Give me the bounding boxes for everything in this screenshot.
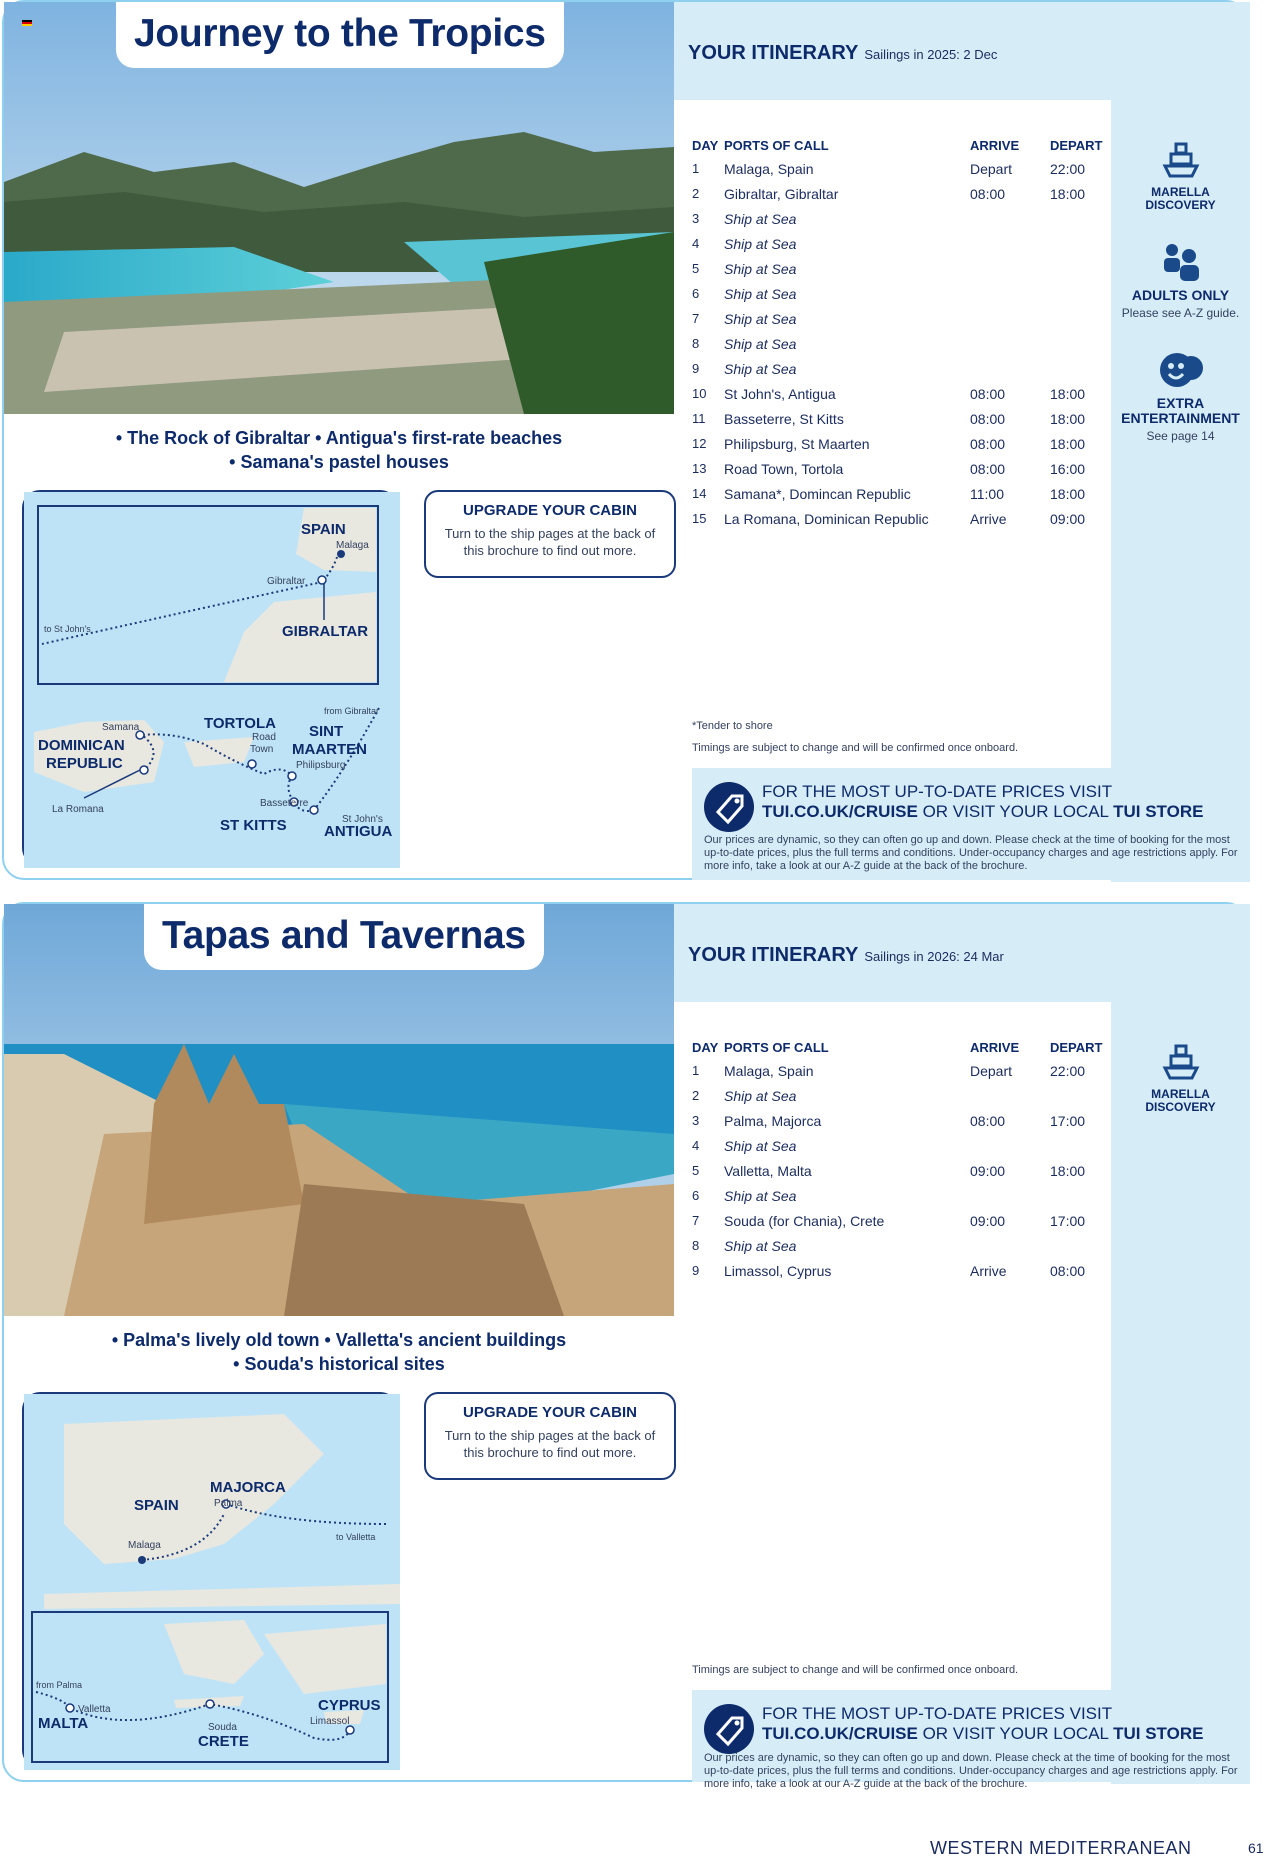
itinerary-row: [692, 206, 1120, 231]
depart-cell: 22:00: [1050, 1062, 1086, 1079]
depart-cell: [1050, 256, 1120, 281]
price-tag-icon: [704, 1704, 754, 1754]
port-cell: Palma, Majorca: [724, 1112, 822, 1129]
port-cell: Ship at Sea: [724, 310, 797, 327]
map-label-maarten: MAARTEN: [292, 741, 367, 758]
highlights-line-2: • Samana's pastel houses: [229, 452, 449, 472]
prices-small-print: Our prices are dynamic, so they can often go up and down. Please check at the time of booking for the most up-to-date prices, plus the full terms and conditions. Under-occupancy charges and age restrictions apply. For more info, take a look at our A-Z guide at the back of the brochure.: [704, 834, 1238, 872]
badge-name: MARELLA DISCOVERY: [1145, 1087, 1216, 1114]
map-label-spain: SPAIN: [301, 521, 346, 538]
port-cell: Ship at Sea: [724, 1237, 797, 1254]
day-cell: 9: [692, 1263, 700, 1278]
itinerary-row: [692, 381, 1120, 406]
port-cell: St John's, Antigua: [724, 385, 836, 402]
map-label-crete: CRETE: [198, 1733, 249, 1750]
highlights-line-2: • Souda's historical sites: [233, 1354, 445, 1374]
map-label-from-palma: from Palma: [36, 1680, 83, 1690]
prices-url[interactable]: TUI.CO.UK/CRUISE: [762, 802, 918, 821]
map-label-to-valletta: to Valletta: [336, 1532, 376, 1542]
prices-store: TUI STORE: [1113, 802, 1204, 821]
prices-box: [692, 768, 1250, 880]
port-cell: Philipsburg, St Maarten: [724, 435, 870, 452]
itinerary-row: [692, 1233, 1120, 1258]
prices-box: [692, 1690, 1250, 1790]
day-cell: 3: [692, 211, 700, 226]
depart-cell: [1050, 306, 1120, 331]
sailings-text: Sailings in 2025: 2 Dec: [864, 47, 998, 62]
map-label-dominican: DOMINICAN: [38, 737, 125, 754]
depart-cell: 18:00: [1050, 410, 1086, 427]
prices-line-2: [762, 802, 1203, 822]
port-cell: Ship at Sea: [724, 210, 797, 227]
badge-name: ADULTS ONLY: [1131, 287, 1230, 303]
map-label-malaga: Malaga: [336, 540, 369, 551]
arrive-cell: [970, 1183, 1050, 1208]
cruise-title-box: [144, 904, 544, 970]
arrive-cell: [970, 256, 1050, 281]
itinerary-row: [692, 1183, 1120, 1208]
map-label-spain: SPAIN: [134, 1497, 179, 1514]
timings-note: Timings are subject to change and will be confirmed once onboard.: [692, 1664, 1019, 1676]
itinerary-rows: [692, 156, 1120, 531]
prices-store: TUI STORE: [1113, 1724, 1204, 1743]
badge-adults-only: [1111, 240, 1250, 320]
itinerary-row: [692, 306, 1120, 331]
arrive-cell: Depart: [970, 160, 1013, 177]
depart-cell: 18:00: [1050, 185, 1086, 202]
port-cell: Ship at Sea: [724, 235, 797, 252]
day-cell: 2: [692, 186, 700, 201]
depart-cell: [1050, 331, 1120, 356]
highlights-line-1: • Palma's lively old town • Valletta's ancient buildings: [111, 1330, 567, 1350]
itinerary-row: [692, 156, 1120, 181]
day-cell: 4: [692, 1138, 700, 1153]
arrive-cell: [970, 356, 1050, 381]
map-label-la-romana: La Romana: [52, 804, 104, 815]
adults-icon: [1159, 240, 1203, 284]
map-label-sint: SINT: [309, 723, 344, 740]
col-depart: DEPART: [1050, 1039, 1103, 1055]
arrive-cell: [970, 306, 1050, 331]
depart-cell: [1050, 1133, 1120, 1158]
day-cell: 8: [692, 336, 700, 351]
itinerary-row: [692, 456, 1120, 481]
itinerary-title: YOUR ITINERARY: [688, 944, 859, 966]
map-label-valletta: Valletta: [78, 1704, 111, 1715]
day-cell: 7: [692, 1213, 700, 1228]
col-day: DAY: [692, 137, 719, 153]
prices-or-visit: OR VISIT YOUR LOCAL: [917, 802, 1114, 821]
port-cell: Samana*, Domincan Republic: [724, 485, 911, 502]
arrive-cell: [970, 281, 1050, 306]
prices-small-print: Our prices are dynamic, so they can often go up and down. Please check at the time of booking for the most up-to-date prices, plus the full terms and conditions. Under-occupancy charges and age restrictions apply. For more info, take a look at our A-Z guide at the back of the brochure.: [704, 1752, 1238, 1790]
timings-note: Timings are subject to change and will be confirmed once onboard.: [692, 742, 1019, 754]
route-map-caribbean: [22, 490, 398, 866]
itinerary-row: [692, 1083, 1120, 1108]
itinerary-row: [692, 1158, 1120, 1183]
cruise-card-tapas: [2, 902, 1248, 1790]
route-map-mediterranean: [22, 1392, 398, 1768]
day-cell: 6: [692, 286, 700, 301]
depart-cell: [1050, 356, 1120, 381]
arrive-cell: 08:00: [970, 385, 1006, 402]
port-cell: Valletta, Malta: [724, 1162, 812, 1179]
depart-cell: [1050, 1183, 1120, 1208]
map-label-st-kitts: ST KITTS: [220, 817, 287, 834]
day-cell: 13: [692, 461, 707, 476]
arrive-cell: Depart: [970, 1062, 1013, 1079]
port-cell: Ship at Sea: [724, 335, 797, 352]
day-cell: 8: [692, 1238, 700, 1253]
arrive-cell: 09:00: [970, 1212, 1006, 1229]
upgrade-title: UPGRADE YOUR CABIN: [463, 502, 637, 519]
map-label-majorca: MAJORCA: [210, 1479, 286, 1496]
itinerary-header: [674, 2, 1250, 100]
page-number: 61: [1248, 1840, 1264, 1856]
map-label-road: Road: [252, 732, 276, 743]
arrive-cell: [970, 331, 1050, 356]
depart-cell: [1050, 1083, 1120, 1108]
map-label-st-johns: St John's: [342, 814, 383, 825]
col-depart: DEPART: [1050, 137, 1103, 153]
map-label-basseterre: Basseterre: [260, 798, 309, 809]
itinerary-row: [692, 356, 1120, 381]
ship-info-sidebar: [1111, 100, 1250, 882]
day-cell: 10: [692, 386, 707, 401]
arrive-cell: [970, 1133, 1050, 1158]
badge-marella-discovery: [1111, 1040, 1250, 1114]
depart-cell: 17:00: [1050, 1212, 1086, 1229]
prices-line-1: FOR THE MOST UP-TO-DATE PRICES VISIT: [762, 1704, 1113, 1723]
arrive-cell: 08:00: [970, 185, 1006, 202]
upgrade-cabin-box: [424, 490, 676, 578]
itinerary-row: [692, 281, 1120, 306]
upgrade-text: Turn to the ship pages at the back of this brochure to find out more.: [444, 1428, 656, 1460]
day-cell: 1: [692, 161, 700, 176]
map-label-souda: Souda: [208, 1722, 237, 1733]
itinerary-header-row: [692, 134, 1120, 156]
itinerary-header: [674, 904, 1250, 1002]
tender-note: *Tender to shore: [692, 720, 773, 732]
day-cell: 7: [692, 311, 700, 326]
day-cell: 1: [692, 1063, 700, 1078]
badge-marella-discovery: [1111, 138, 1250, 212]
port-cell: Souda (for Chania), Crete: [724, 1212, 885, 1229]
price-tag-icon: [704, 782, 754, 832]
upgrade-text: Turn to the ship pages at the back of this brochure to find out more.: [444, 526, 656, 558]
col-day: DAY: [692, 1039, 719, 1055]
badge-name: MARELLA DISCOVERY: [1145, 185, 1216, 212]
day-cell: 2: [692, 1088, 700, 1103]
port-cell: Basseterre, St Kitts: [724, 410, 844, 427]
section-footer: WESTERN MEDITERRANEAN: [930, 1838, 1192, 1858]
depart-cell: 16:00: [1050, 460, 1086, 477]
port-cell: Malaga, Spain: [724, 1062, 814, 1079]
itinerary-row: [692, 181, 1120, 206]
depart-cell: 09:00: [1050, 510, 1086, 527]
port-cell: Ship at Sea: [724, 260, 797, 277]
sailings-text: Sailings in 2026: 24 Mar: [864, 949, 1004, 964]
ship-icon: [1159, 1040, 1203, 1084]
day-cell: 3: [692, 1113, 700, 1128]
arrive-cell: Arrive: [970, 510, 1007, 527]
prices-url[interactable]: TUI.CO.UK/CRUISE: [762, 1724, 918, 1743]
day-cell: 5: [692, 1163, 700, 1178]
port-cell: Ship at Sea: [724, 1087, 797, 1104]
itinerary-row: [692, 1058, 1120, 1083]
map-label-gibraltar-town: Gibraltar: [267, 576, 306, 587]
map-label-philipsburg: Philipsburg: [296, 760, 346, 771]
entertainment-icon: [1157, 348, 1205, 392]
map-label-malta: MALTA: [38, 1715, 89, 1732]
day-cell: 12: [692, 436, 707, 451]
day-cell: 4: [692, 236, 700, 251]
map-label-malaga: Malaga: [128, 1540, 161, 1551]
prices-or-visit: OR VISIT YOUR LOCAL: [917, 1724, 1114, 1743]
highlights-line-1: • The Rock of Gibraltar • Antigua's first-rate beaches: [115, 428, 563, 448]
day-cell: 15: [692, 511, 707, 526]
itinerary-row: [692, 431, 1120, 456]
badge-sub: See page 14: [1146, 429, 1215, 443]
map-label-from-gibraltar: from Gibraltar: [324, 706, 380, 716]
port-cell: Ship at Sea: [724, 1187, 797, 1204]
arrive-cell: [970, 1233, 1050, 1258]
map-label-gibraltar: GIBRALTAR: [282, 623, 369, 640]
arrive-cell: [970, 231, 1050, 256]
map-label-limassol: Limassol: [310, 1716, 350, 1727]
itinerary-row: [692, 231, 1120, 256]
col-port: PORTS OF CALL: [724, 137, 829, 153]
itinerary-table: [692, 134, 1120, 531]
cruise-title: Tapas and Tavernas: [162, 914, 526, 957]
cruise-highlights: [4, 1328, 674, 1376]
itinerary-rows: [692, 1058, 1120, 1283]
upgrade-cabin-box: [424, 1392, 676, 1480]
arrive-cell: 08:00: [970, 410, 1006, 427]
itinerary-row: [692, 481, 1120, 506]
day-cell: 9: [692, 361, 700, 376]
arrive-cell: 11:00: [970, 485, 1004, 502]
itinerary-row: [692, 406, 1120, 431]
depart-cell: [1050, 1233, 1120, 1258]
map-label-antigua: ANTIGUA: [324, 823, 393, 840]
col-arrive: ARRIVE: [970, 1039, 1020, 1055]
depart-cell: 17:00: [1050, 1112, 1086, 1129]
port-cell: Ship at Sea: [724, 360, 797, 377]
badge-extra-entertainment: [1111, 348, 1250, 443]
map-label-town: Town: [250, 744, 274, 755]
col-port: PORTS OF CALL: [724, 1039, 829, 1055]
map-label-cyprus: CYPRUS: [318, 1697, 381, 1714]
map-label-samana: Samana: [102, 722, 140, 733]
itinerary-row: [692, 506, 1120, 531]
col-arrive: ARRIVE: [970, 137, 1020, 153]
ship-info-sidebar: [1111, 1002, 1250, 1784]
depart-cell: 18:00: [1050, 1162, 1086, 1179]
depart-cell: 18:00: [1050, 385, 1086, 402]
day-cell: 14: [692, 486, 707, 501]
cruise-title: Journey to the Tropics: [134, 12, 546, 55]
arrive-cell: [970, 1083, 1050, 1108]
prices-line-1: FOR THE MOST UP-TO-DATE PRICES VISIT: [762, 782, 1113, 801]
itinerary-row: [692, 1208, 1120, 1233]
port-cell: Ship at Sea: [724, 1137, 797, 1154]
arrive-cell: 08:00: [970, 1112, 1006, 1129]
itinerary-row: [692, 1133, 1120, 1158]
port-cell: Gibraltar, Gibraltar: [724, 185, 839, 202]
depart-cell: [1050, 206, 1120, 231]
day-cell: 6: [692, 1188, 700, 1203]
arrive-cell: 08:00: [970, 435, 1006, 452]
day-cell: 11: [692, 411, 706, 426]
depart-cell: [1050, 231, 1120, 256]
itinerary-header-row: [692, 1036, 1120, 1058]
depart-cell: 08:00: [1050, 1262, 1086, 1279]
ship-icon: [1159, 138, 1203, 182]
arrive-cell: Arrive: [970, 1262, 1007, 1279]
flag-icon: [22, 20, 32, 26]
prices-line-2: [762, 1724, 1203, 1744]
port-cell: Road Town, Tortola: [724, 460, 844, 477]
depart-cell: 22:00: [1050, 160, 1086, 177]
badge-name: EXTRA ENTERTAINMENT: [1121, 395, 1240, 426]
upgrade-title: UPGRADE YOUR CABIN: [463, 1404, 637, 1421]
itinerary-table: [692, 1036, 1120, 1283]
map-label-tortola: TORTOLA: [204, 715, 276, 732]
itinerary-row: [692, 256, 1120, 281]
port-cell: Ship at Sea: [724, 285, 797, 302]
cruise-title-box: [116, 2, 564, 68]
port-cell: Malaga, Spain: [724, 160, 814, 177]
arrive-cell: 09:00: [970, 1162, 1006, 1179]
port-cell: La Romana, Dominican Republic: [724, 510, 929, 527]
cruise-card-tropics: [2, 0, 1248, 880]
itinerary-row: [692, 1108, 1120, 1133]
itinerary-title: YOUR ITINERARY: [688, 42, 859, 64]
day-cell: 5: [692, 261, 700, 276]
itinerary-row: [692, 331, 1120, 356]
arrive-cell: 08:00: [970, 460, 1006, 477]
badge-sub: Please see A-Z guide.: [1121, 306, 1240, 320]
itinerary-row: [692, 1258, 1120, 1283]
depart-cell: 18:00: [1050, 485, 1086, 502]
port-cell: Limassol, Cyprus: [724, 1262, 832, 1279]
map-label-republic: REPUBLIC: [46, 755, 123, 772]
cruise-highlights: [4, 426, 674, 474]
depart-cell: 18:00: [1050, 435, 1086, 452]
arrive-cell: [970, 206, 1050, 231]
map-label-to-st-johns: to St John's: [44, 624, 91, 634]
depart-cell: [1050, 281, 1120, 306]
map-label-palma: Palma: [214, 1498, 243, 1509]
